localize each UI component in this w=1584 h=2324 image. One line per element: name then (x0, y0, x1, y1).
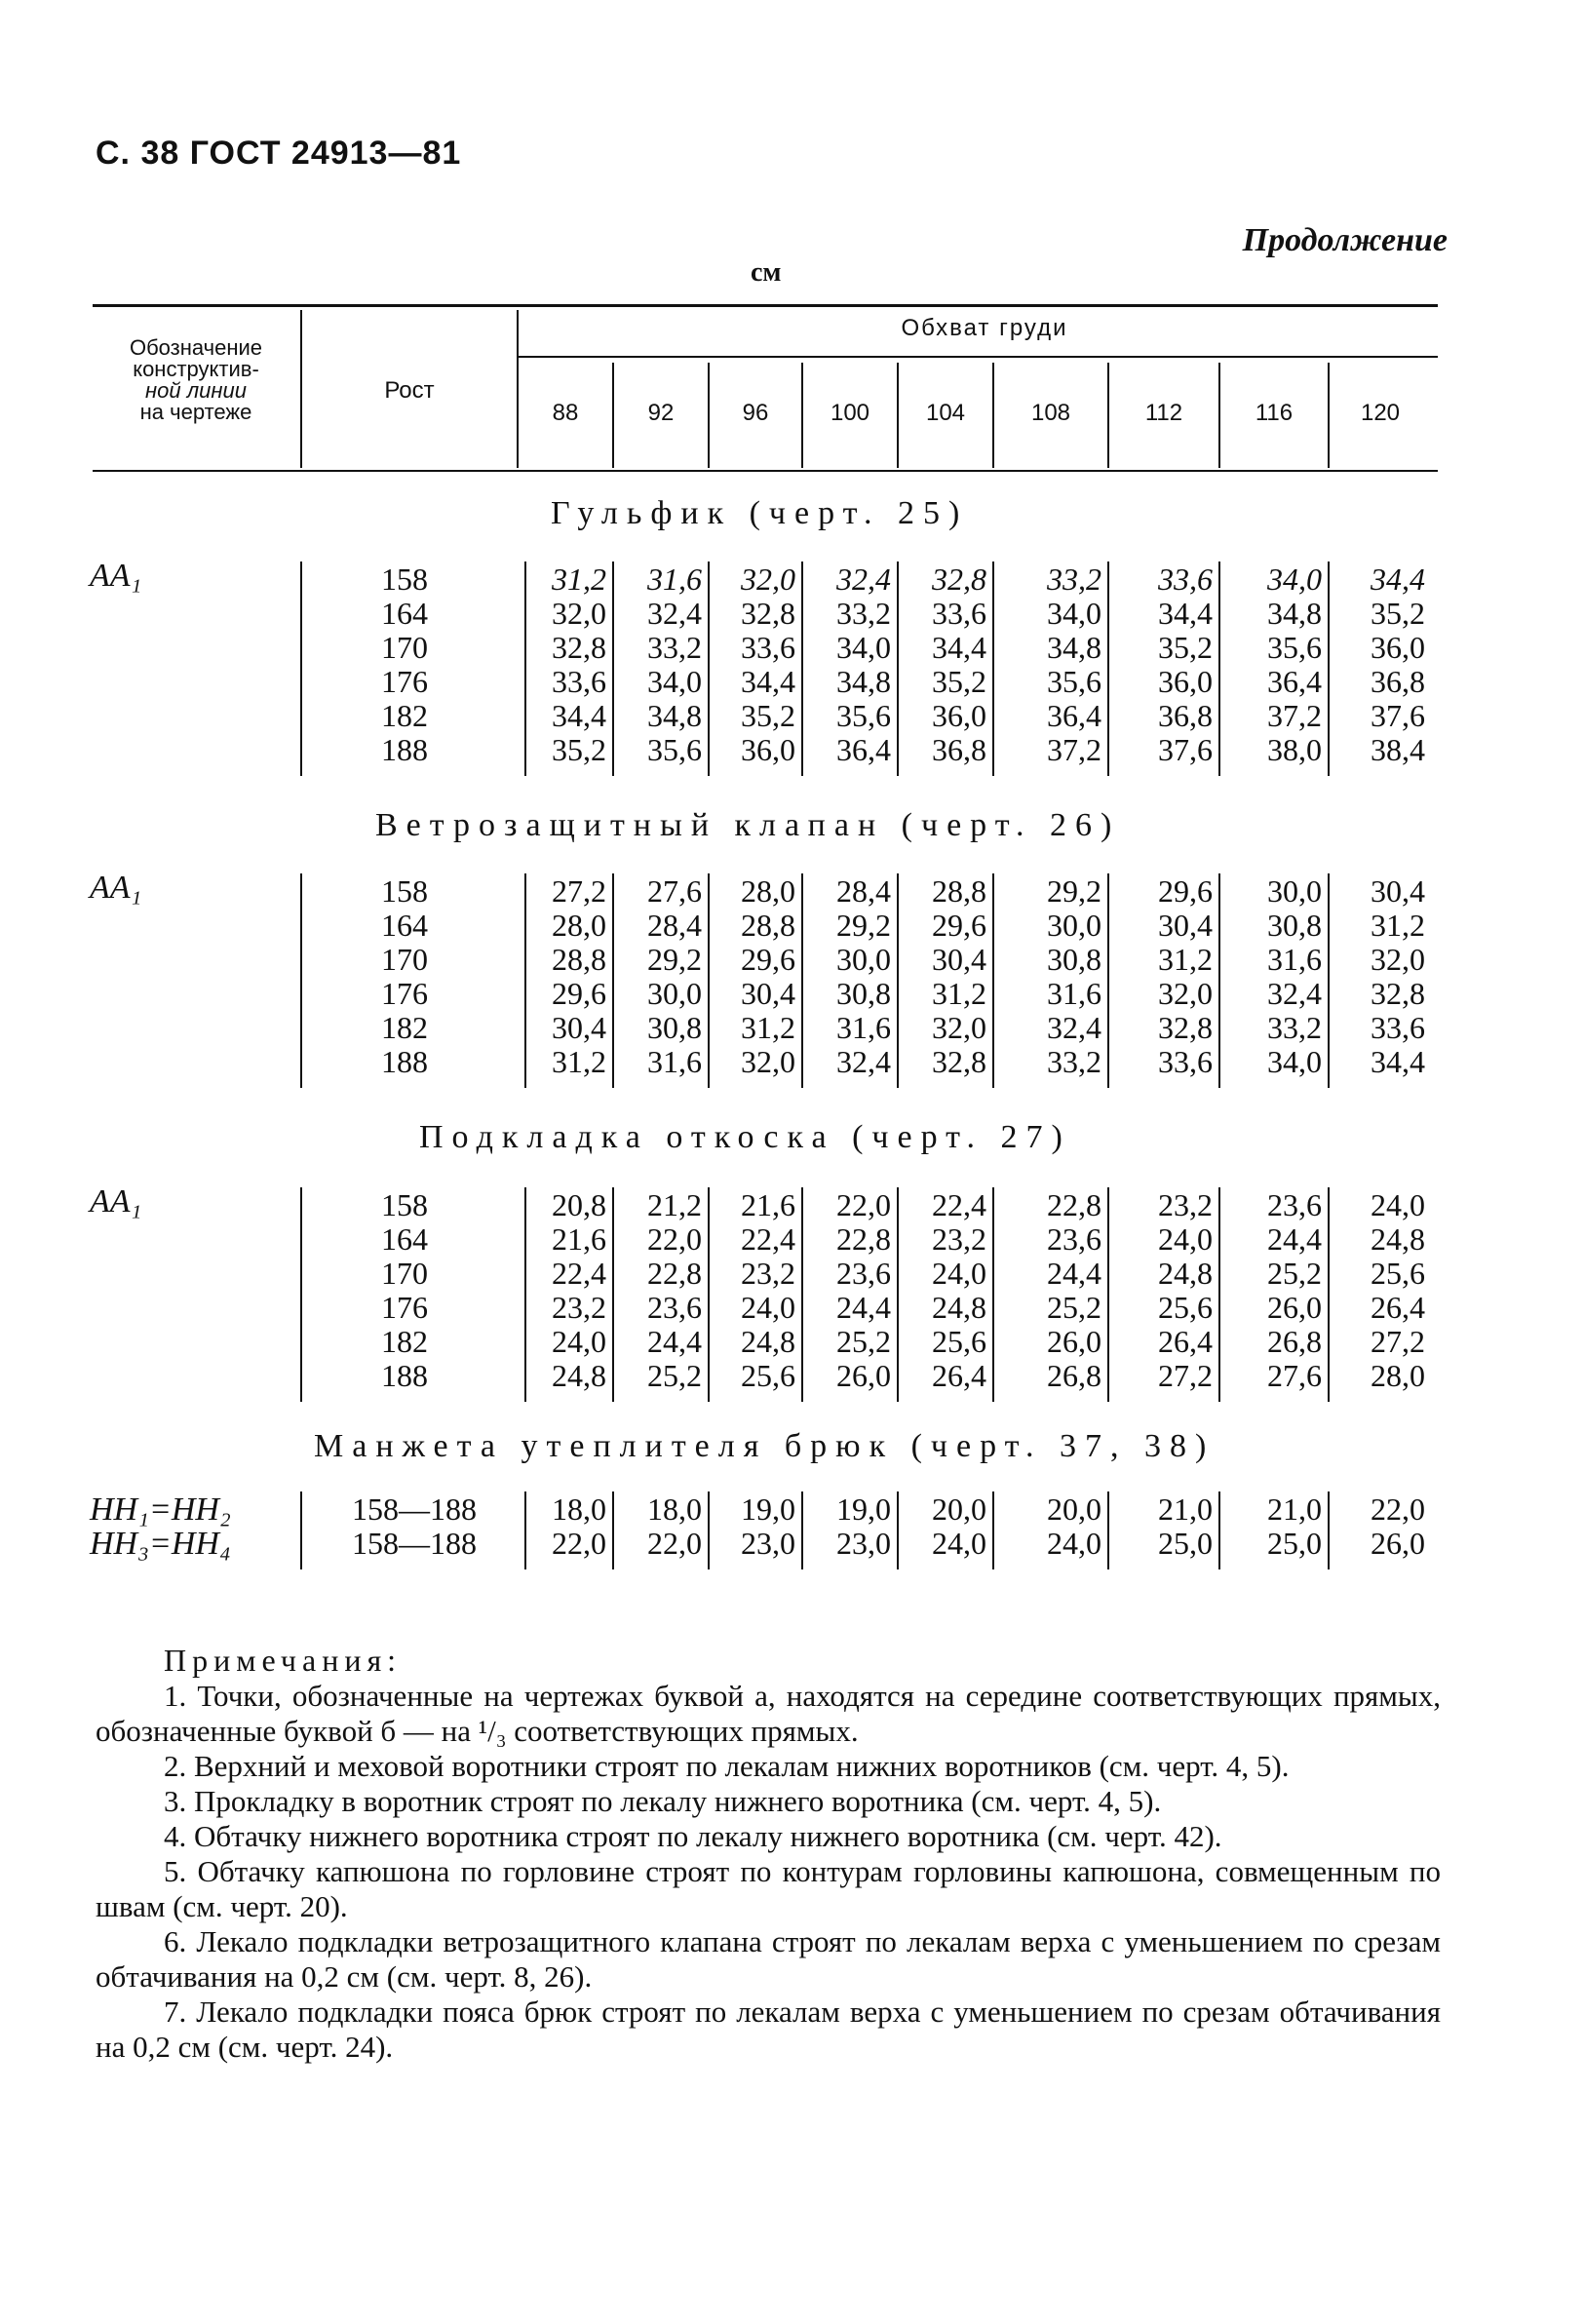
height-value: 182 (381, 1010, 428, 1045)
table-cell: 22,4 (932, 1187, 986, 1222)
column-divider (1328, 562, 1330, 776)
table-cell: 34,8 (647, 698, 702, 733)
table-cell: 29,6 (741, 942, 795, 977)
table-cell: 24,4 (836, 1290, 891, 1325)
table-cell: 24,4 (1267, 1221, 1322, 1257)
table-cell: 34,0 (647, 664, 702, 699)
column-divider (1107, 363, 1109, 468)
height-value: 158—188 (352, 1491, 477, 1527)
table-cell: 32,0 (932, 1010, 986, 1045)
note-item: 5. Обтачку капюшона по горловине строят по контурам горловины капюшона, совмещенным по швам (см. черт. 20). (96, 1854, 1441, 1923)
column-divider (1218, 363, 1220, 468)
table-cell: 18,0 (647, 1491, 702, 1527)
chest-header-rule (517, 356, 1438, 358)
line-designation: HH₁=HH₂ (90, 1491, 231, 1528)
column-divider (1107, 1491, 1109, 1569)
column-divider (1107, 873, 1109, 1088)
column-divider (801, 363, 803, 468)
table-cell: 35,6 (647, 732, 702, 767)
note-item: 4. Обтачку нижнего воротника строят по лекалу нижнего воротника (см. черт. 42). (164, 1819, 1222, 1853)
table-cell: 25,6 (741, 1358, 795, 1393)
height-value: 164 (381, 596, 428, 631)
table-cell: 36,8 (932, 732, 986, 767)
section-title: Ветрозащитный клапан (черт. 26) (375, 807, 1121, 843)
chest-header: Обхват груди (901, 315, 1068, 341)
table-cell: 32,0 (741, 1044, 795, 1079)
table-cell: 20,8 (552, 1187, 606, 1222)
table-cell: 26,8 (1047, 1358, 1101, 1393)
table-cell: 31,6 (1267, 942, 1322, 977)
column-divider (300, 1491, 302, 1569)
table-cell: 24,0 (932, 1526, 986, 1561)
table-cell: 32,8 (932, 562, 986, 597)
table-cell: 19,0 (836, 1491, 891, 1527)
table-cell: 36,0 (1371, 630, 1425, 665)
table-cell: 32,0 (741, 562, 795, 597)
column-divider (1328, 873, 1330, 1088)
table-cell: 23,6 (836, 1256, 891, 1291)
table-cell: 34,8 (836, 664, 891, 699)
table-cell: 24,8 (932, 1290, 986, 1325)
column-divider (1328, 363, 1330, 468)
table-cell: 30,8 (1047, 942, 1101, 977)
column-divider (1218, 1187, 1220, 1402)
table-cell: 30,4 (741, 976, 795, 1011)
table-cell: 26,0 (1047, 1324, 1101, 1359)
table-cell: 23,0 (836, 1526, 891, 1561)
table-cell: 33,2 (1267, 1010, 1322, 1045)
table-cell: 32,8 (552, 630, 606, 665)
table-cell: 30,4 (1371, 873, 1425, 909)
height-value: 176 (381, 1290, 428, 1325)
table-cell: 28,0 (1371, 1358, 1425, 1393)
table-cell: 32,0 (552, 596, 606, 631)
table-cell: 22,0 (552, 1526, 606, 1561)
table-cell: 26,4 (1371, 1290, 1425, 1325)
table-cell: 36,4 (1047, 698, 1101, 733)
table-cell: 36,0 (932, 698, 986, 733)
table-cell: 29,2 (647, 942, 702, 977)
table-cell: 22,0 (836, 1187, 891, 1222)
section-title: Подкладка откоска (черт. 27) (419, 1119, 1071, 1155)
table-cell: 23,6 (1047, 1221, 1101, 1257)
table-cell: 33,2 (1047, 562, 1101, 597)
table-cell: 31,6 (1047, 976, 1101, 1011)
table-cell: 28,8 (741, 908, 795, 943)
table-cell: 30,0 (647, 976, 702, 1011)
column-divider (1218, 873, 1220, 1088)
table-cell: 37,2 (1047, 732, 1101, 767)
table-cell: 24,0 (932, 1256, 986, 1291)
table-cell: 35,6 (1047, 664, 1101, 699)
table-cell: 24,4 (1047, 1256, 1101, 1291)
table-cell: 25,0 (1158, 1526, 1213, 1561)
table-cell: 24,0 (1158, 1221, 1213, 1257)
table-cell: 32,8 (1371, 976, 1425, 1011)
table-cell: 28,8 (552, 942, 606, 977)
table-cell: 27,2 (1158, 1358, 1213, 1393)
column-divider (1107, 1187, 1109, 1402)
table-cell: 21,6 (741, 1187, 795, 1222)
table-cell: 34,4 (1158, 596, 1213, 631)
table-cell: 24,0 (741, 1290, 795, 1325)
height-value: 158 (381, 1187, 428, 1222)
table-cell: 36,0 (1158, 664, 1213, 699)
chest-size-header: 104 (925, 400, 966, 426)
table-cell: 21,0 (1267, 1491, 1322, 1527)
table-cell: 34,4 (741, 664, 795, 699)
table-cell: 33,6 (1371, 1010, 1425, 1045)
table-cell: 22,4 (741, 1221, 795, 1257)
table-cell: 34,4 (932, 630, 986, 665)
units-label: см (751, 257, 782, 288)
table-cell: 30,8 (836, 976, 891, 1011)
height-value: 170 (381, 630, 428, 665)
column-divider (992, 562, 994, 776)
height-value: 170 (381, 942, 428, 977)
note-item: 3. Прокладку в воротник строят по лекалу нижнего воротника (см. черт. 4, 5). (164, 1784, 1162, 1818)
table-cell: 34,8 (1047, 630, 1101, 665)
table-cell: 27,6 (1267, 1358, 1322, 1393)
header-bottom-rule (93, 470, 1438, 472)
table-cell: 22,0 (1371, 1491, 1425, 1527)
chest-size-header: 96 (742, 400, 769, 426)
table-cell: 31,6 (647, 1044, 702, 1079)
table-cell: 22,0 (647, 1221, 702, 1257)
column-divider (992, 1491, 994, 1569)
height-value: 182 (381, 698, 428, 733)
table-cell: 21,0 (1158, 1491, 1213, 1527)
table-cell: 28,0 (741, 873, 795, 909)
continuation-label: Продолжение (1242, 222, 1448, 258)
height-value: 164 (381, 908, 428, 943)
table-cell: 34,8 (1267, 596, 1322, 631)
table-cell: 37,2 (1267, 698, 1322, 733)
column-divider (612, 363, 614, 468)
table-cell: 31,2 (1371, 908, 1425, 943)
table-cell: 24,8 (741, 1324, 795, 1359)
column-divider (1218, 1491, 1220, 1569)
note-item: 7. Лекало подкладки пояса брюк строят по лекалам верха с уменьшением по срезам обтачивания на 0,2 см (см. черт. 24). (96, 1995, 1441, 2064)
notes-title: Примечания: (164, 1643, 403, 1678)
table-cell: 24,0 (1047, 1526, 1101, 1561)
chest-size-header: 116 (1255, 400, 1294, 426)
table-top-rule (93, 304, 1438, 307)
page-header: С. 38 ГОСТ 24913—81 (96, 135, 462, 172)
height-value: 182 (381, 1324, 428, 1359)
table-cell: 33,6 (932, 596, 986, 631)
table-cell: 35,2 (741, 698, 795, 733)
table-cell: 35,2 (552, 732, 606, 767)
table-cell: 27,6 (647, 873, 702, 909)
height-value: 170 (381, 1256, 428, 1291)
table-cell: 29,6 (552, 976, 606, 1011)
column-divider (300, 873, 302, 1088)
table-cell: 28,0 (552, 908, 606, 943)
table-cell: 33,2 (836, 596, 891, 631)
table-cell: 26,4 (1158, 1324, 1213, 1359)
table-cell: 25,6 (932, 1324, 986, 1359)
table-cell: 27,2 (552, 873, 606, 909)
table-cell: 25,6 (1158, 1290, 1213, 1325)
chest-size-header: 100 (830, 400, 870, 426)
table-cell: 33,6 (1158, 562, 1213, 597)
section-title: Манжета утеплителя брюк (черт. 37, 38) (314, 1428, 1216, 1464)
table-cell: 26,8 (1267, 1324, 1322, 1359)
line-designation: AA₁ (90, 870, 142, 906)
table-cell: 32,0 (1158, 976, 1213, 1011)
table-cell: 33,2 (647, 630, 702, 665)
table-cell: 24,4 (647, 1324, 702, 1359)
table-cell: 37,6 (1371, 698, 1425, 733)
column-divider (992, 873, 994, 1088)
table-cell: 25,2 (836, 1324, 891, 1359)
header-divider (300, 310, 302, 468)
table-cell: 23,2 (741, 1256, 795, 1291)
table-cell: 29,6 (1158, 873, 1213, 909)
table-cell: 19,0 (741, 1491, 795, 1527)
table-cell: 20,0 (1047, 1491, 1101, 1527)
height-value: 158 (381, 562, 428, 597)
table-cell: 23,0 (741, 1526, 795, 1561)
table-cell: 36,8 (1158, 698, 1213, 733)
table-cell: 30,4 (1158, 908, 1213, 943)
table-cell: 31,2 (741, 1010, 795, 1045)
chest-size-header: 120 (1360, 400, 1401, 426)
table-cell: 34,4 (1371, 562, 1425, 597)
table-cell: 24,8 (1158, 1256, 1213, 1291)
table-cell: 36,4 (1267, 664, 1322, 699)
table-cell: 30,8 (1267, 908, 1322, 943)
table-cell: 23,2 (552, 1290, 606, 1325)
table-cell: 23,2 (1158, 1187, 1213, 1222)
section-title: Гульфик (черт. 25) (551, 495, 969, 531)
table-cell: 31,2 (552, 1044, 606, 1079)
table-cell: 24,0 (1371, 1187, 1425, 1222)
height-value: 176 (381, 664, 428, 699)
table-cell: 35,2 (932, 664, 986, 699)
table-cell: 38,4 (1371, 732, 1425, 767)
table-cell: 26,0 (1371, 1526, 1425, 1561)
table-cell: 29,2 (1047, 873, 1101, 909)
table-cell: 23,6 (647, 1290, 702, 1325)
table-cell: 31,2 (932, 976, 986, 1011)
column-divider (992, 363, 994, 468)
chest-size-header: 92 (647, 400, 675, 426)
table-cell: 34,0 (1267, 562, 1322, 597)
table-cell: 35,2 (1371, 596, 1425, 631)
column-divider (708, 363, 710, 468)
table-cell: 33,2 (1047, 1044, 1101, 1079)
height-value: 158—188 (352, 1526, 477, 1561)
table-cell: 34,0 (1267, 1044, 1322, 1079)
table-cell: 34,0 (1047, 596, 1101, 631)
note-item: 1. Точки, обозначенные на чертежах буквой а, находятся на середине соответствующих прямых, обозначенные буквой б — на ¹/₃ соответствующих прямых. (96, 1679, 1441, 1748)
table-cell: 28,8 (932, 873, 986, 909)
table-cell: 32,4 (836, 1044, 891, 1079)
table-cell: 32,4 (1047, 1010, 1101, 1045)
line-designation: AA₁ (90, 558, 142, 594)
height-value: 164 (381, 1221, 428, 1257)
table-cell: 32,8 (932, 1044, 986, 1079)
table-cell: 25,2 (1267, 1256, 1322, 1291)
note-item: 2. Верхний и меховой воротники строят по лекалам нижних воротников (см. черт. 4, 5). (164, 1749, 1290, 1783)
column-divider (1107, 562, 1109, 776)
table-cell: 35,6 (836, 698, 891, 733)
table-cell: 25,6 (1371, 1256, 1425, 1291)
table-cell: 25,0 (1267, 1526, 1322, 1561)
table-cell: 24,8 (1371, 1221, 1425, 1257)
table-cell: 33,6 (741, 630, 795, 665)
table-cell: 32,0 (1371, 942, 1425, 977)
table-cell: 21,2 (647, 1187, 702, 1222)
table-cell: 31,2 (1158, 942, 1213, 977)
column-divider (1328, 1491, 1330, 1569)
column-divider (300, 562, 302, 776)
table-cell: 23,2 (932, 1221, 986, 1257)
table-cell: 26,4 (932, 1358, 986, 1393)
height-value: 158 (381, 873, 428, 909)
table-cell: 30,4 (932, 942, 986, 977)
table-cell: 33,6 (552, 664, 606, 699)
table-cell: 28,4 (836, 873, 891, 909)
table-cell: 34,0 (836, 630, 891, 665)
table-cell: 37,6 (1158, 732, 1213, 767)
table-cell: 31,6 (647, 562, 702, 597)
table-cell: 30,8 (647, 1010, 702, 1045)
table-cell: 34,4 (552, 698, 606, 733)
table-cell: 30,0 (1047, 908, 1101, 943)
line-designation: HH₃=HH₄ (90, 1526, 231, 1562)
table-cell: 26,0 (1267, 1290, 1322, 1325)
table-cell: 25,2 (647, 1358, 702, 1393)
table-cell: 26,0 (836, 1358, 891, 1393)
table-cell: 32,8 (1158, 1010, 1213, 1045)
table-cell: 32,4 (647, 596, 702, 631)
column-divider (897, 363, 899, 468)
table-cell: 31,6 (836, 1010, 891, 1045)
table-cell: 35,2 (1158, 630, 1213, 665)
column-divider (300, 1187, 302, 1402)
table-cell: 28,4 (647, 908, 702, 943)
table-cell: 29,6 (932, 908, 986, 943)
table-cell: 36,0 (741, 732, 795, 767)
table-cell: 32,4 (836, 562, 891, 597)
table-cell: 31,2 (552, 562, 606, 597)
table-cell: 22,8 (836, 1221, 891, 1257)
table-cell: 35,6 (1267, 630, 1322, 665)
table-cell: 25,2 (1047, 1290, 1101, 1325)
table-cell: 24,0 (552, 1324, 606, 1359)
table-cell: 38,0 (1267, 732, 1322, 767)
table-cell: 22,8 (647, 1256, 702, 1291)
table-cell: 22,4 (552, 1256, 606, 1291)
header-divider (517, 310, 519, 468)
notes-list (96, 1679, 1441, 2065)
table-cell: 27,2 (1371, 1324, 1425, 1359)
table-cell: 30,0 (836, 942, 891, 977)
table-cell: 36,8 (1371, 664, 1425, 699)
table-cell: 22,0 (647, 1526, 702, 1561)
table-cell: 30,4 (552, 1010, 606, 1045)
table-cell: 22,8 (1047, 1187, 1101, 1222)
height-value: 176 (381, 976, 428, 1011)
table-cell: 21,6 (552, 1221, 606, 1257)
table-cell: 29,2 (836, 908, 891, 943)
table-cell: 24,8 (552, 1358, 606, 1393)
note-item: 6. Лекало подкладки ветрозащитного клапана строят по лекалам верха с уменьшением по срезам обтачивания на 0,2 см (см. черт. 8, 26). (96, 1924, 1441, 1994)
column-divider (1328, 1187, 1330, 1402)
table-cell: 20,0 (932, 1491, 986, 1527)
table-cell: 33,6 (1158, 1044, 1213, 1079)
chest-size-header: 88 (552, 400, 579, 426)
column-divider (992, 1187, 994, 1402)
table-cell: 36,4 (836, 732, 891, 767)
table-cell: 23,6 (1267, 1187, 1322, 1222)
height-value: 188 (381, 1358, 428, 1393)
table-cell: 18,0 (552, 1491, 606, 1527)
height-header: Рост (384, 377, 435, 404)
table-cell: 32,8 (741, 596, 795, 631)
height-value: 188 (381, 732, 428, 767)
column-divider (1218, 562, 1220, 776)
chest-size-header: 108 (1030, 400, 1071, 426)
table-cell: 30,0 (1267, 873, 1322, 909)
chest-size-header: 112 (1144, 400, 1183, 426)
table-cell: 34,4 (1371, 1044, 1425, 1079)
designation-header: Обозначение конструктив- ной линии на чертеже (129, 335, 263, 424)
table-cell: 32,4 (1267, 976, 1322, 1011)
line-designation: AA₁ (90, 1183, 142, 1220)
height-value: 188 (381, 1044, 428, 1079)
